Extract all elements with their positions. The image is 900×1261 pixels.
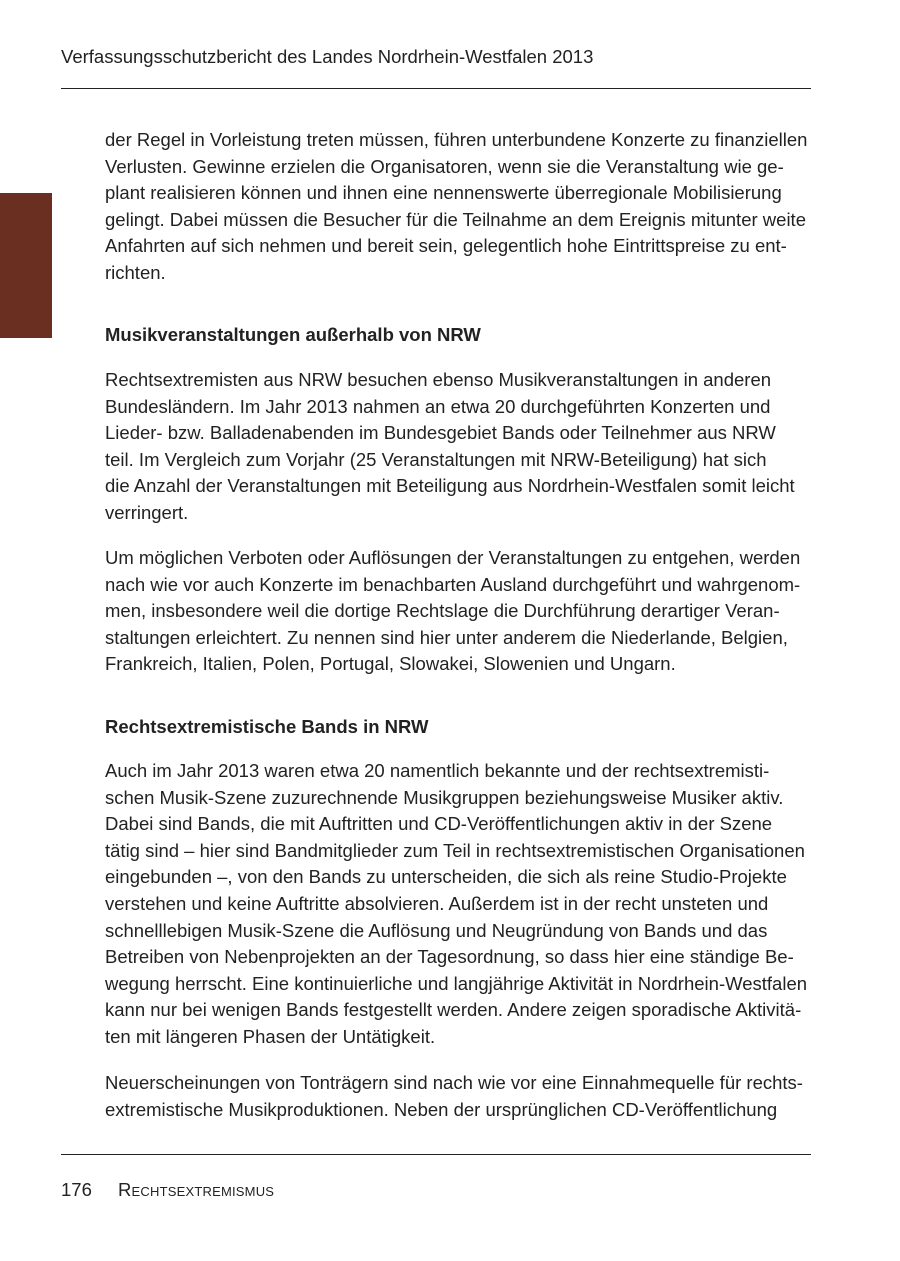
text-line: Betreiben von Nebenprojekten an der Tagesordnung, so dass hier eine ständige Be- xyxy=(105,946,794,968)
text-line: gelingt. Dabei müssen die Besucher für die Teilnahme an dem Ereignis mitunter weite xyxy=(105,208,806,230)
paragraph-3 xyxy=(105,545,817,678)
text-line: verstehen und keine Auftritte absolvieren. Außerdem ist in der recht unsteten und xyxy=(105,892,769,914)
text-line: richten. xyxy=(105,261,166,283)
text-line: Verlusten. Gewinne erzielen die Organisatoren, wenn sie die Veranstaltung wie ge- xyxy=(105,155,784,177)
text-line: men, insbesondere weil die dortige Rechtslage die Durchführung derartiger Veran- xyxy=(105,600,780,622)
paragraph-4 xyxy=(105,758,817,1051)
text-line: schen Musik-Szene zuzurechnende Musikgruppen beziehungsweise Musiker aktiv. xyxy=(105,786,784,808)
paragraph-2 xyxy=(105,367,817,527)
text-line: Anfahrten auf sich nehmen und bereit sein, gelegentlich hohe Eintrittspreise zu ent- xyxy=(105,235,787,257)
header-rule xyxy=(61,88,811,89)
chapter-tab-marker xyxy=(0,193,52,338)
text-line: nach wie vor auch Konzerte im benachbarten Ausland durchgeführt und wahrgenom- xyxy=(105,573,801,595)
paragraph-5 xyxy=(105,1070,817,1123)
running-head-title: Verfassungsschutzbericht des Landes Nordrhein-Westfalen 2013 xyxy=(61,46,594,67)
text-line: Dabei sind Bands, die mit Auftritten und CD-Veröffentlichungen aktiv in der Szene xyxy=(105,813,773,835)
text-line: tätig sind – hier sind Bandmitglieder zum Teil in rechtsextremistischen Organisationen xyxy=(105,839,805,861)
text-line: extremistische Musikproduktionen. Neben der ursprünglichen CD-Veröffentlichung xyxy=(105,1098,778,1120)
text-line: Neuerscheinungen von Tonträgern sind nach wie vor eine Einnahmequelle für rechts- xyxy=(105,1072,803,1093)
text-line: wegung herrscht. Eine kontinuierliche und langjährige Aktivität in Nordrhein-Westfalen xyxy=(105,972,808,994)
section-heading-music-events-outside-nrw: Musikveranstaltungen außerhalb von NRW xyxy=(105,324,481,345)
text-line: verringert. xyxy=(105,501,189,523)
text-line: Um möglichen Verboten oder Auflösungen der Veranstaltungen zu entgehen, werden xyxy=(105,547,801,568)
text-line: der Regel in Vorleistung treten müssen, führen unterbundene Konzerte zu finanziellen xyxy=(105,129,808,150)
text-line: plant realisieren können und ihnen eine nennenswerte überregionale Mobilisierung xyxy=(105,182,782,204)
section-heading-bands-in-nrw: Rechtsextremistische Bands in NRW xyxy=(105,716,429,737)
text-line: teil. Im Vergleich zum Vorjahr (25 Veranstaltungen mit NRW-Beteiligung) hat sich xyxy=(105,448,767,470)
text-line: staltungen erleichtert. Zu nennen sind hier unter anderem die Niederlande, Belgien, xyxy=(105,626,788,648)
text-line: schnelllebigen Musik-Szene die Auflösung und Neugründung von Bands und das xyxy=(105,919,768,941)
text-line: Bundesländern. Im Jahr 2013 nahmen an etwa 20 durchgeführten Konzerten und xyxy=(105,395,771,417)
paragraph-1 xyxy=(105,127,817,287)
footer-rule xyxy=(61,1154,811,1155)
text-line: ten mit längeren Phasen der Untätigkeit. xyxy=(105,1025,436,1047)
text-line: Frankreich, Italien, Polen, Portugal, Slowakei, Slowenien und Ungarn. xyxy=(105,653,676,675)
text-line: Rechtsextremisten aus NRW besuchen ebenso Musikveranstaltungen in anderen xyxy=(105,369,772,390)
text-line: eingebunden –, von den Bands zu unterscheiden, die sich als reine Studio-Projekte xyxy=(105,866,787,888)
text-line: die Anzahl der Veranstaltungen mit Beteiligung aus Nordrhein-Westfalen somit leicht xyxy=(105,475,795,497)
text-line: Auch im Jahr 2013 waren etwa 20 namentlich bekannte und der rechtsextremisti- xyxy=(105,760,770,781)
page-number: 176 xyxy=(61,1179,92,1200)
text-line: kann nur bei wenigen Bands festgestellt werden. Andere zeigen sporadische Aktivitä- xyxy=(105,999,802,1021)
text-line: Lieder- bzw. Balladenabenden im Bundesgebiet Bands oder Teilnehmer aus NRW xyxy=(105,422,776,444)
footer-section-title: Rechtsextremismus xyxy=(118,1179,275,1200)
